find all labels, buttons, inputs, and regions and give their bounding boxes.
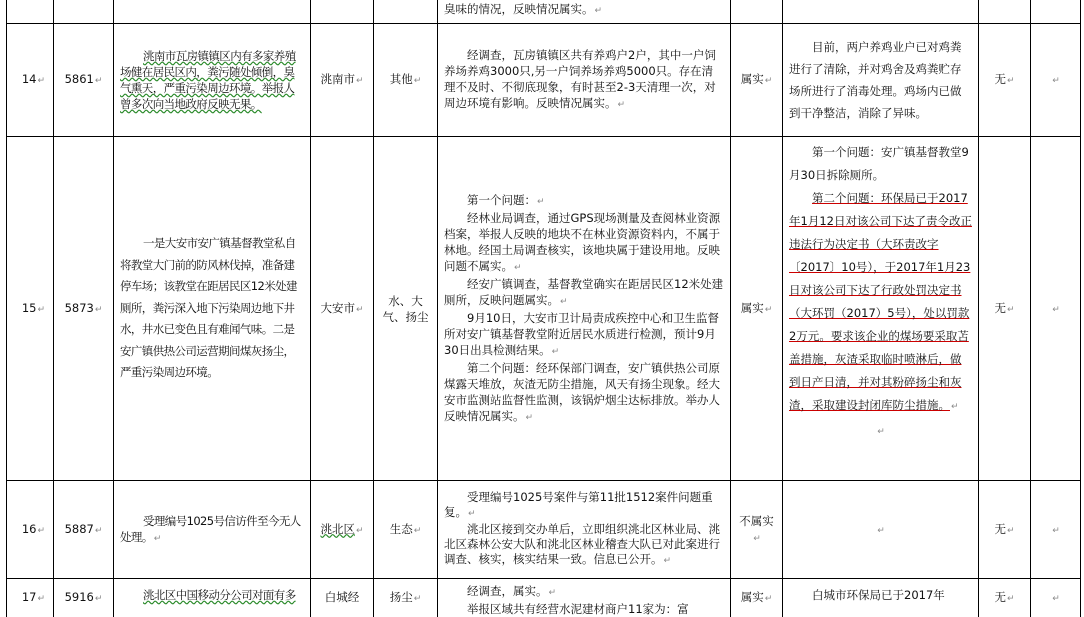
region-text: 洮南市 (320, 72, 355, 86)
region-cell (311, 137, 374, 481)
case-id-cell (54, 579, 114, 617)
case-id: 5861 (64, 72, 94, 86)
paragraph-mark-icon: ↵ (37, 76, 45, 86)
region-cell (311, 0, 374, 24)
row-number-cell (7, 579, 54, 617)
complaint-cell (114, 481, 311, 579)
verdict-text: 属实 (740, 590, 764, 604)
region-cell (311, 481, 374, 579)
accountable-cell (979, 24, 1031, 137)
case-id-cell (54, 0, 114, 24)
row-number-cell (7, 24, 54, 137)
finding-text: 经林业局调查，通过GPS现场测量及查阅林业资源档案，举报人反映的地块不在林业资源资料内，不属于林地。经国土局调查核实，该地块属于建设用地。反映问题不属实。 (444, 210, 721, 273)
paragraph-mark-icon: ↵ (663, 556, 672, 566)
note-cell (1031, 24, 1081, 137)
complaint-cell (114, 137, 311, 481)
case-id-cell (54, 481, 114, 579)
note-cell (1031, 0, 1081, 24)
paragraph-mark-icon: ↵ (94, 304, 103, 315)
measures-paragraph (789, 187, 972, 419)
paragraph-mark-icon: ↵ (1006, 525, 1015, 536)
verdict-cell (731, 137, 783, 481)
accountable-text: 无 (994, 72, 1006, 86)
paragraph-mark-icon: ↵ (764, 304, 773, 315)
case-id: 5916 (64, 590, 94, 604)
row-number: 15 (21, 300, 37, 315)
paragraph-mark-icon: ↵ (551, 346, 560, 357)
finding-text: 受理编号1025号案件与第11批1512案件问题重复。 (444, 490, 713, 519)
accountable-text: 无 (994, 300, 1006, 315)
paragraph-mark-icon: ↵ (94, 594, 103, 604)
paragraph-mark-icon: ↵ (1052, 594, 1060, 604)
paragraph-mark-icon: ↵ (94, 525, 103, 536)
category-cell (374, 24, 438, 137)
paragraph-mark-icon: ↵ (355, 304, 364, 315)
region-text: 大安市 (320, 300, 355, 315)
table-row (7, 0, 1081, 24)
petition-table (6, 0, 1081, 617)
complaint-text: 受理编号1025号信访件至今无人处理。 (120, 513, 301, 544)
paragraph-mark-icon: ↵ (1006, 594, 1015, 604)
complaint-text: 洮南市瓦房镇镇区内有多家养殖场健在居民区内，粪污随处倾倒，臭气熏天，严重污染周边环境。举报人曾多次向当地政府反映无果。 (120, 49, 296, 111)
finding-paragraph (444, 601, 724, 617)
row-number-cell (7, 0, 54, 24)
case-id-cell (54, 137, 114, 481)
measures-paragraph (789, 141, 972, 187)
complaint-cell (114, 24, 311, 137)
measures-cell (783, 481, 979, 579)
verdict-text: 属实 (740, 300, 764, 315)
paragraph-mark-icon: ↵ (1052, 304, 1060, 315)
paragraph-mark-icon: ↵ (764, 76, 773, 86)
region-cell (311, 579, 374, 617)
complaint-cell (114, 0, 311, 24)
category-cell (374, 0, 438, 24)
finding-paragraph (444, 522, 724, 569)
case-id: 5873 (64, 300, 94, 315)
paragraph-mark-icon: ↵ (94, 76, 103, 86)
paragraph-mark-icon: ↵ (594, 6, 603, 16)
paragraph-mark-icon: ↵ (877, 427, 885, 437)
region-text: 洮北区 (320, 521, 355, 536)
measures-cell (783, 0, 979, 24)
row-number-cell (7, 137, 54, 481)
paragraph-mark-icon: ↵ (1052, 76, 1060, 86)
measures-cell (783, 137, 979, 481)
paragraph-mark-icon: ↵ (37, 525, 45, 536)
paragraph-mark-icon: ↵ (468, 509, 476, 519)
region-cell (311, 24, 374, 137)
accountable-text: 无 (994, 521, 1006, 536)
measures-text: 目前，两户养鸡业户已对鸡粪进行了清除，并对鸡舍及鸡粪贮存场所进行了消毒处理。鸡场内已做到干净整洁，消除了异味。 (789, 40, 962, 120)
finding-paragraph (444, 192, 724, 210)
category-text: 生态 (389, 521, 413, 536)
paragraph-mark-icon: ↵ (1006, 304, 1015, 315)
category-text: 水、大气、扬尘 (382, 293, 429, 324)
paragraph-mark-icon: ↵ (764, 594, 773, 604)
complaint-cell (114, 579, 311, 617)
finding-text: 洮北区接到交办单后，立即组织洮北区林业局、洮北区森林公安大队和洮北区林业稽查大队已对此案进行调查、核实，核实结果一致。信息已公开。 (444, 522, 720, 566)
complaint-text: 洮北区中国移动分公司对面有多 (143, 588, 296, 602)
finding-text: 9月10日，大安市卫计局责成疾控中心和卫生监督所对安广镇基督教堂附近居民水质进行检测，预计9月30日出具检测结果。 (444, 310, 719, 357)
measures-text: 第二个问题：环保局已于2017年1月12日对该公司下达了责令改正违法行为决定书（大环责改字〔2017〕10号），于2017年1月23日对该公司下达了行政处罚决定书（大环罚（2017）5号），处以罚款2万元。要求该企业的煤场要采取苫盖措施，灰渣采取临时喷淋后，做到日产日清，并对其粉碎扬尘和灰渣，采取建设封闭库防尘措施。 (789, 191, 972, 412)
finding-paragraph (444, 310, 724, 360)
finding-text: 经安广镇调查，基督教堂确实在距居民区12米处建厕所，反映问题属实。 (444, 276, 724, 307)
finding-text: 举报区域共有经营水泥建材商户11家为：富 (467, 602, 689, 616)
verdict-cell (731, 24, 783, 137)
accountable-cell (979, 0, 1031, 24)
paragraph-mark-icon: ↵ (153, 533, 161, 544)
finding-paragraph (444, 276, 724, 310)
finding-cell (438, 24, 731, 137)
finding-paragraph (444, 210, 724, 276)
accountable-cell (979, 579, 1031, 617)
finding-paragraph (444, 490, 724, 522)
category-cell (374, 137, 438, 481)
measures-paragraph (789, 419, 972, 444)
paragraph-mark-icon: ↵ (560, 296, 568, 307)
finding-paragraph (444, 360, 724, 426)
table-row (7, 24, 1081, 137)
note-cell (1031, 481, 1081, 579)
paragraph-mark-icon: ↵ (413, 525, 422, 536)
paragraph-mark-icon: ↵ (525, 412, 534, 423)
verdict-cell (731, 481, 783, 579)
measures-cell (783, 579, 979, 617)
paragraph-mark-icon: ↵ (617, 100, 626, 110)
verdict-cell (731, 579, 783, 617)
finding-cell (438, 481, 731, 579)
finding-cell (438, 137, 731, 481)
finding-cell (438, 579, 731, 617)
verdict-cell (731, 0, 783, 24)
paragraph-mark-icon: ↵ (548, 588, 557, 598)
measures-text: 第一个问题：安广镇基督教堂9月30日拆除厕所。 (789, 145, 969, 182)
paragraph-mark-icon: ↵ (355, 525, 364, 536)
verdict-text: 属实 (740, 72, 764, 86)
paragraph-mark-icon: ↵ (37, 304, 45, 315)
paragraph-mark-icon: ↵ (37, 594, 45, 604)
table-row (7, 579, 1081, 617)
note-cell (1031, 579, 1081, 617)
paragraph-mark-icon: ↵ (951, 402, 959, 412)
finding-text: 第二个问题：经环保部门调查，安广镇供热公司原煤露天堆放，灰渣无防尘措施，风天有扬尘现象。经大安市监测站监督性监测，该锅炉烟尘达标排放。举办人反映情况属实。 (444, 360, 720, 423)
category-text: 其他 (389, 72, 413, 86)
accountable-cell (979, 137, 1031, 481)
paragraph-mark-icon: ↵ (1006, 76, 1015, 86)
region-text: 白城经 (324, 590, 360, 604)
category-text: 扬尘 (389, 590, 413, 604)
table-row (7, 481, 1081, 579)
paragraph-mark-icon: ↵ (1052, 525, 1060, 536)
measures-text: 白城市环保局已于2017年 (812, 588, 945, 602)
row-number: 16 (21, 521, 37, 536)
finding-text: 经调查，属实。 (467, 584, 548, 598)
finding-paragraph (444, 583, 724, 601)
finding-cell (438, 0, 731, 24)
paragraph-mark-icon: ↵ (514, 262, 522, 273)
finding-text: 经调查，瓦房镇镇区共有养鸡户2户，其中一户饲养场养鸡3000只,另一户饲养场养鸡5000只。存在清理不及时、不彻底现象，有时甚至2-3天清理一次，对周边环境有影响。反映情况属实。 (444, 48, 716, 110)
accountable-cell (979, 481, 1031, 579)
table-row (7, 137, 1081, 481)
paragraph-mark-icon: ↵ (355, 76, 364, 86)
paragraph-mark-icon: ↵ (753, 533, 761, 544)
row-number: 17 (21, 590, 37, 604)
category-cell (374, 481, 438, 579)
complaint-text: 一是大安市安广镇基督教堂私自将教堂大门前的防风林伐掉，准备建停车场；该教堂在距居民区12米处建厕所，粪污深入地下污染周边地下井水，井水已变色且有难闻气味。二是安广镇供热公司运营期间煤灰扬尘，严重污染周边环境。 (120, 236, 297, 380)
paragraph-mark-icon: ↵ (877, 525, 885, 536)
finding-text: 臭味的情况，反映情况属实。 (444, 2, 594, 16)
measures-cell (783, 24, 979, 137)
paragraph-mark-icon: ↵ (537, 196, 545, 207)
finding-text: 第一个问题： (467, 192, 536, 207)
verdict-text: 不属实 (739, 513, 774, 528)
row-number: 14 (21, 72, 37, 86)
note-cell (1031, 137, 1081, 481)
category-cell (374, 579, 438, 617)
row-number-cell (7, 481, 54, 579)
accountable-text: 无 (994, 590, 1006, 604)
case-id-cell (54, 24, 114, 137)
paragraph-mark-icon: ↵ (413, 76, 422, 86)
case-id: 5887 (64, 521, 94, 536)
paragraph-mark-icon: ↵ (413, 594, 422, 604)
